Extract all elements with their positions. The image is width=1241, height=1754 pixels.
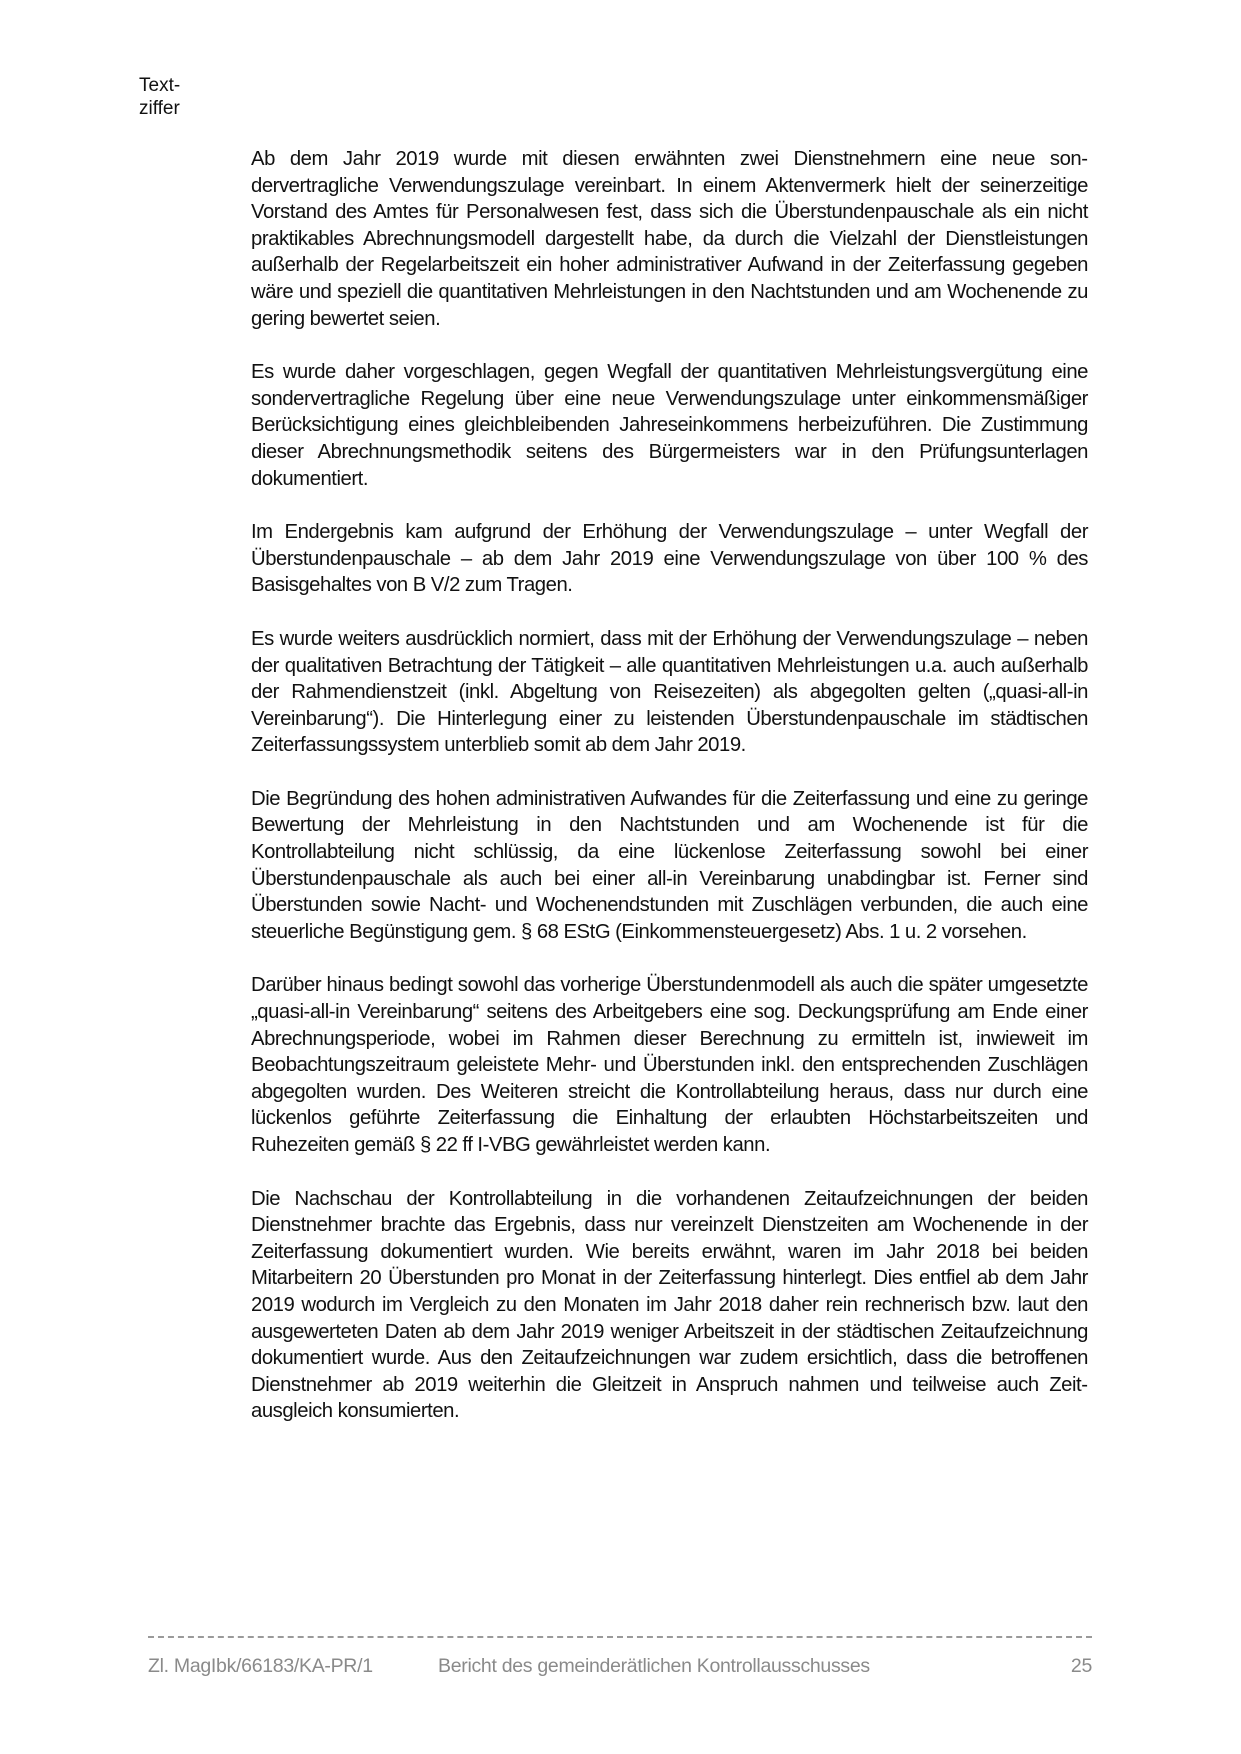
margin-label-textziffer	[139, 74, 180, 120]
footer-divider	[148, 1636, 1092, 1638]
paragraph-7: Die Nachschau der Kontrollabteilung in die vorhandenen Zeitaufzeichnungen der beiden Dienstnehmer brachte das Ergebnis, dass nur vereinzelt Dienstzeiten am Wochenende in der Zeiterfassung dokumentiert wurden. Wie bereits erwähnt, waren im Jahr 2018 bei beiden Mitarbeitern 20 Überstunden pro Monat in der Zeiterfassung hinterlegt. Dies entfiel ab dem Jahr 2019 wodurch im Vergleich zu den Monaten im Jahr 2018 daher rein rechnerisch bzw. laut den ausgewerteten Daten ab dem Jahr 2019 weniger Arbeitszeit in der städtischen Zeitaufzeichnung dokumentiert wurde. Aus den Zeitaufzeichnungen war zudem ersichtlich, dass die betroffenen Dienstnehmer ab 2019 weiterhin die Gleitzeit in Anspruch nahmen und teilweise auch Zeitausgleich konsumierten.	[251, 1187, 1088, 1423]
paragraph-6: Darüber hinaus bedingt sowohl das vorherige Überstundenmodell als auch die später umgesetzte „quasi-all-in Vereinbarung“ seitens des Arbeitgebers eine sog. Deckungsprüfung am Ende einer Abrechnungsperiode, wobei im Rahmen dieser Berechnung zu ermitteln ist, inwieweit im Beobachtungszeitraum geleistete Mehr- und Überstunden inkl. den entsprechenden Zuschlägen abgegolten wurden. Des Weiteren streicht die Kontrollabteilung heraus, dass nur durch eine lückenlos geführte Zeiterfassung die Einhaltung der erlaubten Höchstarbeitszeiten und Ruhezeiten gemäß § 22 ff I-VBG gewährleistet werden kann.	[251, 974, 1088, 1156]
paragraph-1: Ab dem Jahr 2019 wurde mit diesen erwähnten zwei Dienstnehmern eine neue sondervertragliche Verwendungszulage vereinbart. In einem Aktenvermerk hielt der seinerzeitige Vorstand des Amtes für Personalwesen fest, dass sich die Überstundenpauschale als ein nicht praktikables Abrechnungsmodell dargestellt habe, da durch die Vielzahl der Dienstleistungen außerhalb der Regelarbeitszeit ein hoher administrativer Aufwand in der Zeiterfassung gegeben wäre und speziell die quantitativen Mehrleistungen in den Nachtstunden und am Wochenende zu gering bewertet seien.	[251, 148, 1088, 330]
footer-title: Bericht des gemeinderätlichen Kontrollausschusses	[438, 1655, 870, 1677]
paragraph-2: Es wurde daher vorgeschlagen, gegen Wegfall der quantitativen Mehrleistungsvergütung eine sondervertragliche Regelung über eine neue Verwendungszulage unter einkommensmäßiger Berücksichtigung eines gleichbleibenden Jahreseinkommens herbeizuführen. Die Zustimmung dieser Abrechnungsmethodik seitens des Bürgermeisters war in den Prüfungsunterlagen dokumentiert.	[251, 361, 1088, 490]
margin-label-line-1: Text-	[139, 75, 181, 96]
page-number: 25	[1070, 1655, 1092, 1677]
footer-reference: Zl. MagIbk/66183/KA-PR/1	[148, 1655, 373, 1677]
margin-label-line-2: ziffer	[139, 98, 180, 119]
body-text	[251, 146, 1088, 1452]
paragraph-4: Es wurde weiters ausdrücklich normiert, dass mit der Erhöhung der Verwendungszulage – neben der qualitativen Betrachtung der Tätigkeit – alle quantitativen Mehrleistungen u.a. auch außerhalb der Rahmendienstzeit (inkl. Abgeltung von Reisezeiten) als abgegolten gelten („quasi-all-in Vereinbarung“). Die Hinterlegung einer zu leistenden Überstundenpauschale im städtischen Zeiterfassungssystem unterblieb somit ab dem Jahr 2019.	[251, 627, 1088, 757]
paragraph-5: Die Begründung des hohen administrativen Aufwandes für die Zeiterfassung und eine zu geringe Bewertung der Mehrleistung in den Nachtstunden und am Wochenende ist für die Kontrollabteilung nicht schlüssig, da eine lückenlose Zeiterfassung sowohl bei einer Überstundenpauschale als auch bei einer all-in Vereinbarung unabdingbar ist. Ferner sind Überstunden sowie Nacht- und Wochenendstunden mit Zuschlägen verbunden, die auch eine steuerliche Begünstigung gem. § 68 EStG (Einkommensteuergesetz) Abs. 1 u. 2 vorsehen.	[251, 787, 1088, 943]
paragraph-3: Im Endergebnis kam aufgrund der Erhöhung der Verwendungszulage – unter Wegfall der Überstundenpauschale – ab dem Jahr 2019 eine Verwendungszulage von über 100 % des Basisgehaltes von B V/2 zum Tragen.	[251, 521, 1088, 597]
